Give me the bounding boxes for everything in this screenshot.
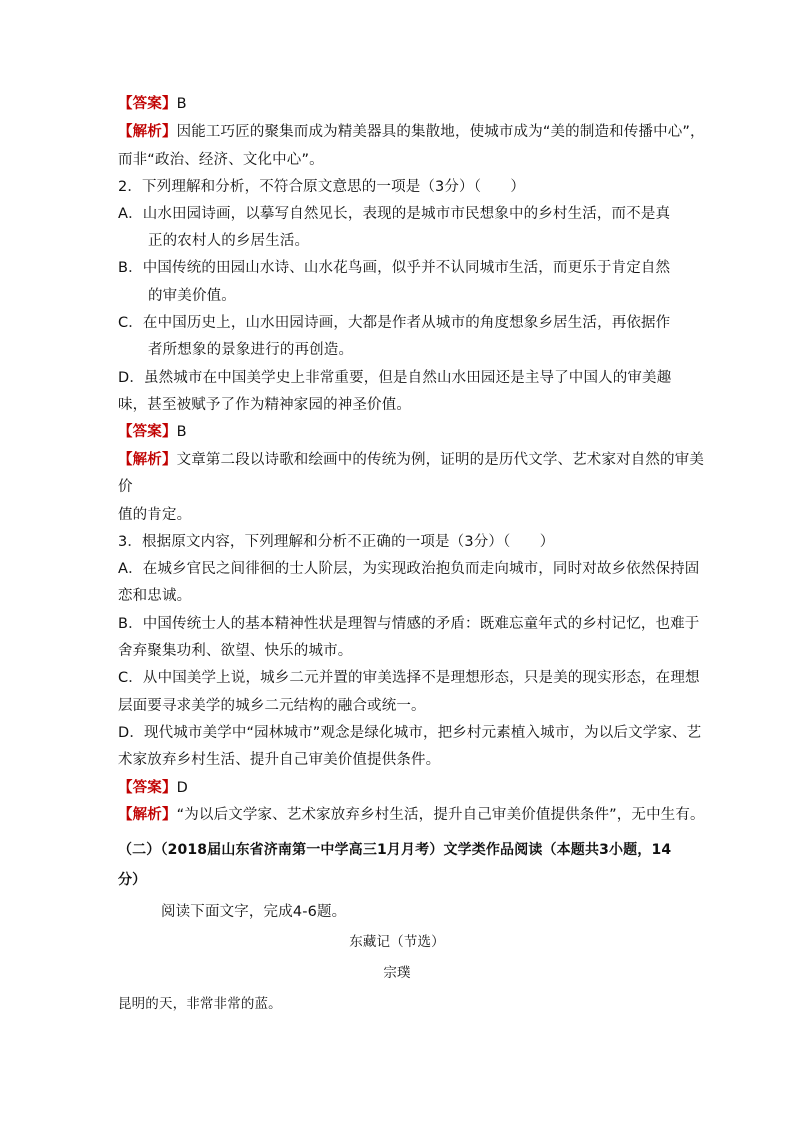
analysis-text-cont: 价	[118, 479, 133, 495]
option-c-q3: C．从中国美学上说，城乡二元并置的审美选择不是理想形态，只是美的现实形态，在理想	[118, 670, 700, 686]
analysis-text: 文章第二段以诗歌和绘画中的传统为例，证明的是历代文学、艺术家对自然的审美	[176, 452, 705, 468]
option-c-q2-cont: 者所想象的景象进行的再创造。	[148, 342, 354, 358]
answer-tag: 【答案】	[118, 780, 177, 796]
analysis-tag: 【解析】	[118, 452, 177, 468]
option-b-q2: B．中国传统的田园山水诗、山水花鸟画，似乎并不认同城市生活，而更乐于肯定自然	[118, 260, 671, 276]
analysis-tag: 【解析】	[118, 807, 177, 823]
reading-instruction: 阅读下面文字，完成4-6题。	[161, 904, 347, 920]
answer-line-q3	[118, 778, 188, 798]
option-b-q3: B．中国传统士人的基本精神性状是理智与情感的矛盾：既难忘童年式的乡村记忆，也难于	[118, 616, 700, 632]
answer-line-q1	[118, 94, 187, 114]
answer-value: D	[176, 780, 188, 796]
option-a-q3-cont: 恋和忠诚。	[118, 588, 192, 604]
analysis-line-q2	[118, 450, 704, 470]
analysis-line-q3	[118, 805, 705, 825]
answer-line-q2	[118, 422, 187, 442]
analysis-text-cont: 而非“政治、经济、文化中心”。	[118, 152, 324, 168]
option-a-q3: A．在城乡官民之间徘徊的士人阶层，为实现政治抱负而走向城市，同时对故乡依然保持固	[118, 561, 700, 577]
answer-tag: 【答案】	[118, 424, 177, 440]
option-c-q3-cont: 层面要寻求美学的城乡二元结构的融合或统一。	[118, 698, 426, 714]
analysis-line-q1	[118, 122, 705, 142]
passage-title: 东藏记（节选）	[349, 934, 445, 950]
option-b-q3-cont: 舍弃聚集功利、欲望、快乐的城市。	[118, 643, 353, 659]
question-stem-q2: 2．下列理解和分析，不符合原文意思的一项是（3分）（ ）	[118, 179, 526, 195]
answer-value: B	[176, 96, 187, 112]
option-d-q3-cont: 术家放弃乡村生活、提升自己审美价值提供条件。	[118, 752, 441, 768]
option-d-q3: D．现代城市美学中“园林城市”观念是绿化城市，把乡村元素植入城市，为以后文学家、艺	[118, 725, 702, 741]
question-stem-q3: 3．根据原文内容，下列理解和分析不正确的一项是（3分）（ ）	[118, 534, 555, 550]
option-a-q2: A．山水田园诗画，以摹写自然见长，表现的是城市市民想象中的乡村生活，而不是真	[118, 206, 671, 222]
section-heading: （二）（2018届山东省济南第一中学高三1月月考）文学类作品阅读（本题共3小题，14	[118, 842, 672, 858]
option-b-q2-cont: 的审美价值。	[148, 288, 236, 304]
section-heading-cont: 分）	[118, 872, 147, 888]
option-a-q2-cont: 正的农村人的乡居生活。	[148, 233, 310, 249]
passage-author: 宗璞	[383, 965, 411, 981]
option-d-q2: D．虽然城市在中国美学史上非常重要，但是自然山水田园还是主导了中国人的审美趣	[118, 370, 672, 386]
answer-value: B	[176, 424, 187, 440]
answer-tag: 【答案】	[118, 96, 177, 112]
passage-first-line: 昆明的天，非常非常的蓝。	[118, 996, 282, 1012]
analysis-text: 因能工巧匠的聚集而成为精美器具的集散地，使城市成为“美的制造和传播中心”，	[176, 124, 705, 140]
analysis-tag: 【解析】	[118, 124, 177, 140]
option-c-q2: C．在中国历史上，山水田园诗画，大都是作者从城市的角度想象乡居生活，再依据作	[118, 315, 671, 331]
option-d-q2-cont: 味，甚至被赋予了作为精神家园的神圣价值。	[118, 397, 411, 413]
analysis-text: “为以后文学家、艺术家放弃乡村生活，提升自己审美价值提供条件”，无中生有。	[176, 807, 705, 823]
analysis-text-cont: 值的肯定。	[118, 507, 192, 523]
